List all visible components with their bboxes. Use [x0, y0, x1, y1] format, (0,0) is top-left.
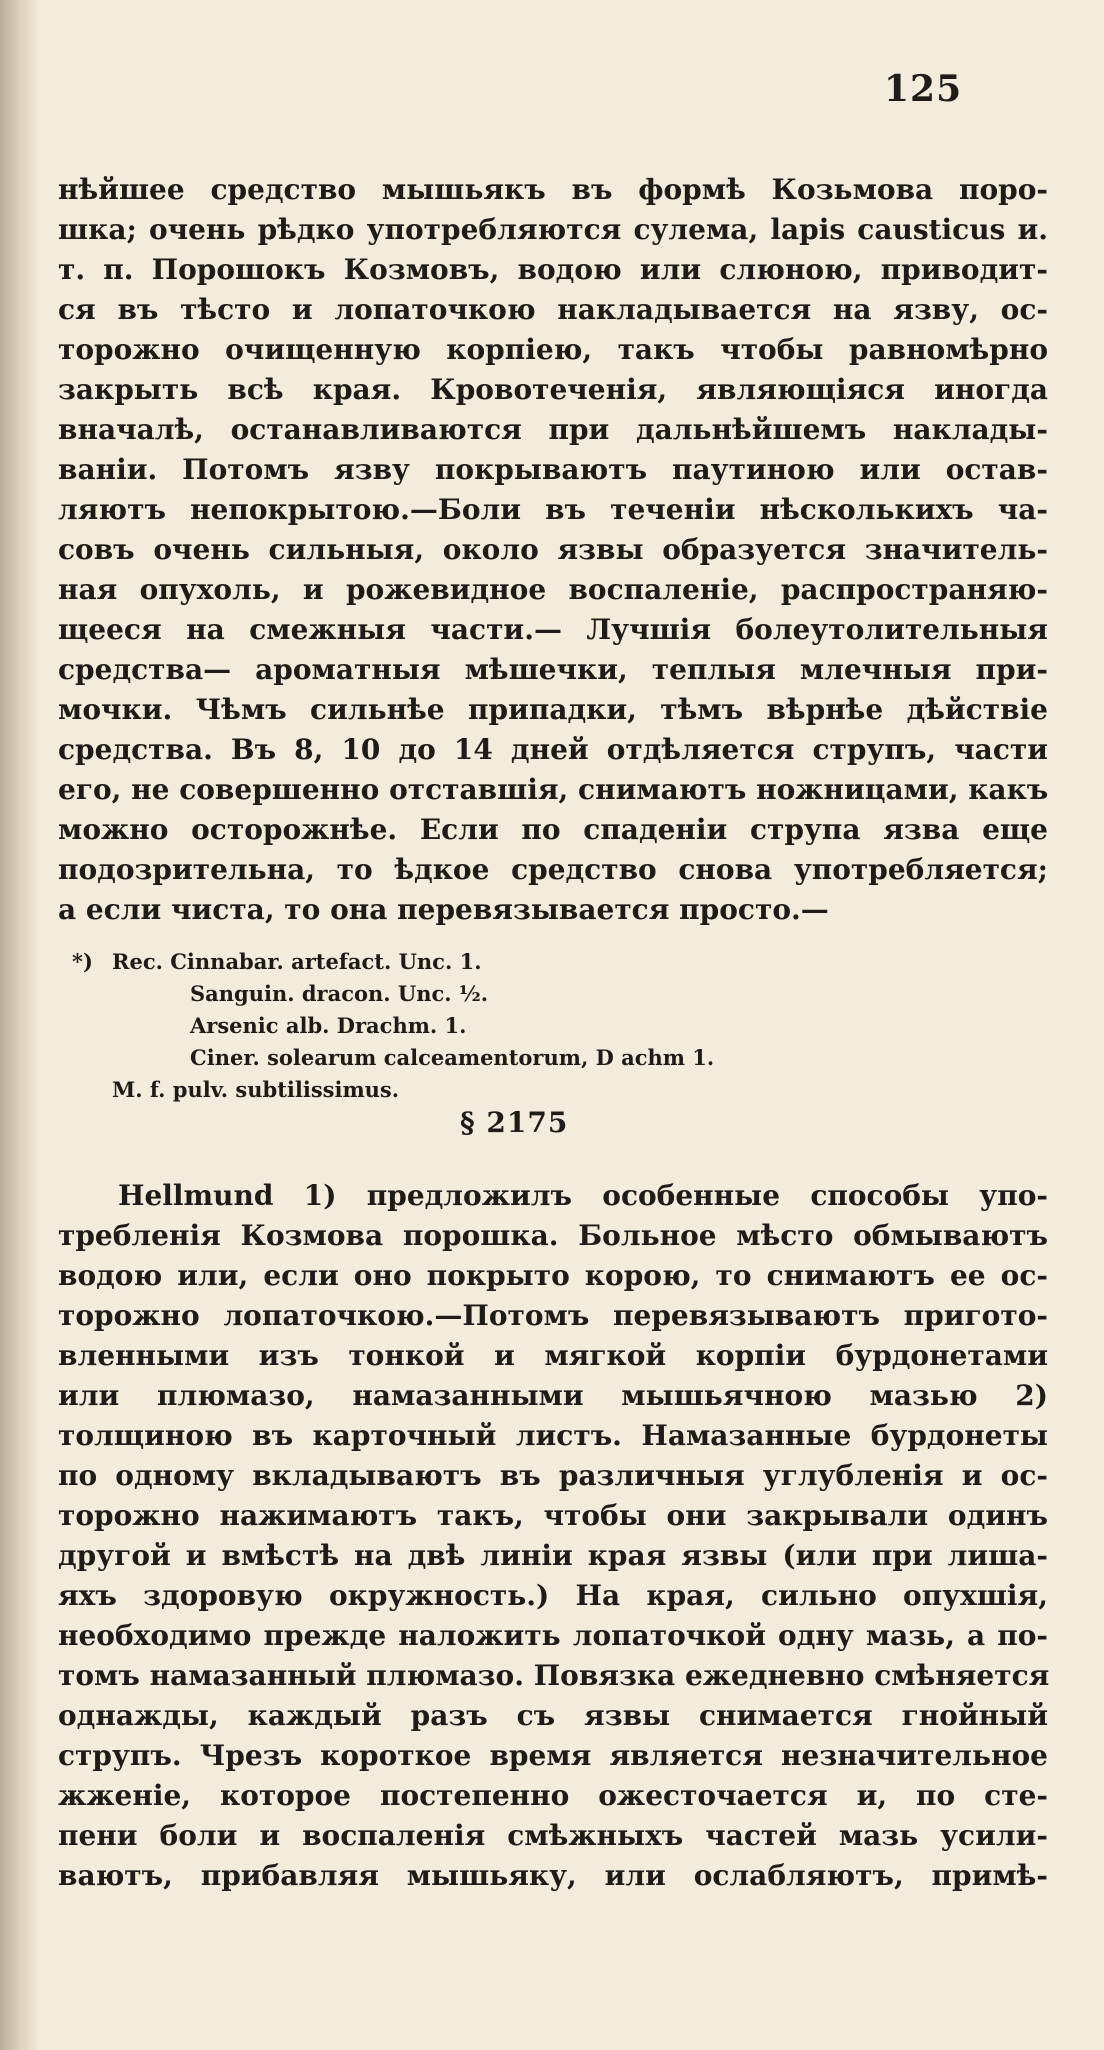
recipe-line	[72, 946, 714, 978]
recipe-closing-text: M. f. pulv. subtilissimus.	[112, 1077, 400, 1102]
text-line: жженiе, которое постепенно ожесточается и, по сте-	[58, 1779, 1048, 1812]
text-line: или плюмазо, намазанными мышьячною мазью 2)	[58, 1379, 1048, 1412]
text-line: вначалѣ, останавливаются при дальнѣйшемъ наклады-	[58, 413, 1048, 446]
recipe-line-text: Sanguin. dracon. Unc. ½.	[190, 981, 489, 1006]
text-line: пени боли и воспаленiя смѣжныхъ частей мазь усили-	[58, 1819, 1048, 1852]
text-line: ванiи. Потомъ язву покрываютъ паутиною или остав-	[58, 453, 1048, 486]
page-number: 125	[884, 68, 963, 110]
text-line: торожно очищенную корпiею, такъ чтобы равномѣрно	[58, 333, 1048, 366]
recipe-line	[72, 1042, 714, 1074]
text-line: по одному вкладываютъ въ различныя углубленiя и ос-	[58, 1459, 1048, 1492]
text-line: ная опухоль, и рожевидное воспаленiе, распространяю-	[58, 573, 1048, 606]
text-line: мочки. Чѣмъ сильнѣе припадки, тѣмъ вѣрнѣе дѣйствiе	[58, 693, 1048, 726]
text-line: водою или, если оно покрыто корою, то снимаютъ ее ос-	[58, 1259, 1048, 1292]
text-line: нѣйшее средство мышьякъ въ формѣ Козьмова поро-	[58, 173, 1048, 206]
text-line: щееся на смежныя части.— Лучшiя болеутолительныя	[58, 613, 1048, 646]
recipe-closing	[72, 1074, 714, 1106]
recipe-line-text: Rec. Cinnabar. artefact. Unc. 1.	[112, 949, 482, 974]
text-line: совъ очень сильныя, около язвы образуется значитель-	[58, 533, 1048, 566]
text-line: средства— ароматныя мѣшечки, теплыя млечныя при-	[58, 653, 1048, 686]
text-line: другой и вмѣстѣ на двѣ линiи края язвы (или при лишa-	[58, 1539, 1048, 1572]
text-line: а если чиста, то она перевязывается просто.—	[58, 893, 829, 926]
text-line: толщиною въ карточный листъ. Намазанные бурдонеты	[58, 1419, 1048, 1452]
text-line: ваютъ, прибавляя мышьяку, или ослабляютъ, примѣ-	[58, 1859, 1048, 1892]
text-line: требленiя Козмова порошка. Больное мѣсто обмываютъ	[58, 1219, 1048, 1252]
text-line: ляютъ непокрытою.—Боли въ теченiи нѣсколькихъ ча-	[58, 493, 1048, 526]
text-line: можно осторожнѣе. Если по спаденiи струпа язва еще	[58, 813, 1048, 846]
recipe-footnote	[72, 946, 714, 1106]
recipe-line-text: Ciner. solearum calceamentorum, D achm 1.	[190, 1045, 715, 1070]
text-line: вленными изъ тонкой и мягкой корпiи бурдонетами	[58, 1339, 1048, 1372]
text-line: подозрительна, то ѣдкое средство снова употребляется;	[58, 853, 1048, 886]
text-line: Hellmund 1) предложилъ особенные способы упо-	[118, 1179, 1048, 1212]
text-line: однажды, каждый разъ съ язвы снимается гнойный	[58, 1699, 1048, 1732]
text-line: его, не совершенно отставшiя, снимаютъ ножницами, какъ	[58, 773, 1049, 806]
paragraph-2	[58, 1176, 1048, 1896]
binding-shadow	[0, 0, 40, 2050]
text-line: необходимо прежде наложить лопаточкой одну мазь, а по-	[58, 1619, 1048, 1652]
recipe-line	[72, 978, 714, 1010]
text-line: струпъ. Чрезъ короткое время является незначительное	[58, 1739, 1048, 1772]
footnote-marker: *)	[72, 949, 93, 974]
text-line: закрыть всѣ края. Кровотеченiя, являющiяся иногда	[58, 373, 1048, 406]
text-line: т. п. Порошокъ Козмовъ, водою или слюною, приводит-	[58, 253, 1048, 286]
section-heading: § 2175	[460, 1106, 569, 1139]
text-line: томъ намазанный плюмазо. Повязка ежедневно смѣняется	[58, 1659, 1050, 1692]
text-line: яхъ здоровую окружность.) На края, сильно опухшiя,	[58, 1579, 1048, 1612]
recipe-line	[72, 1010, 714, 1042]
text-line: торожно нажимаютъ такъ, чтобы они закрывали одинъ	[58, 1499, 1048, 1532]
text-line: торожно лопаточкою.—Потомъ перевязываютъ пригото-	[58, 1299, 1048, 1332]
text-line: ся въ тѣсто и лопаточкою накладывается на язву, ос-	[58, 293, 1048, 326]
text-line: шка; очень рѣдко употребляются сулема, lapis causticus и.	[58, 213, 1048, 246]
text-line: средства. Въ 8, 10 до 14 дней отдѣляется струпъ, части	[58, 733, 1048, 766]
recipe-line-text: Arsenic alb. Drachm. 1.	[190, 1013, 467, 1038]
paragraph-1	[58, 170, 1048, 930]
